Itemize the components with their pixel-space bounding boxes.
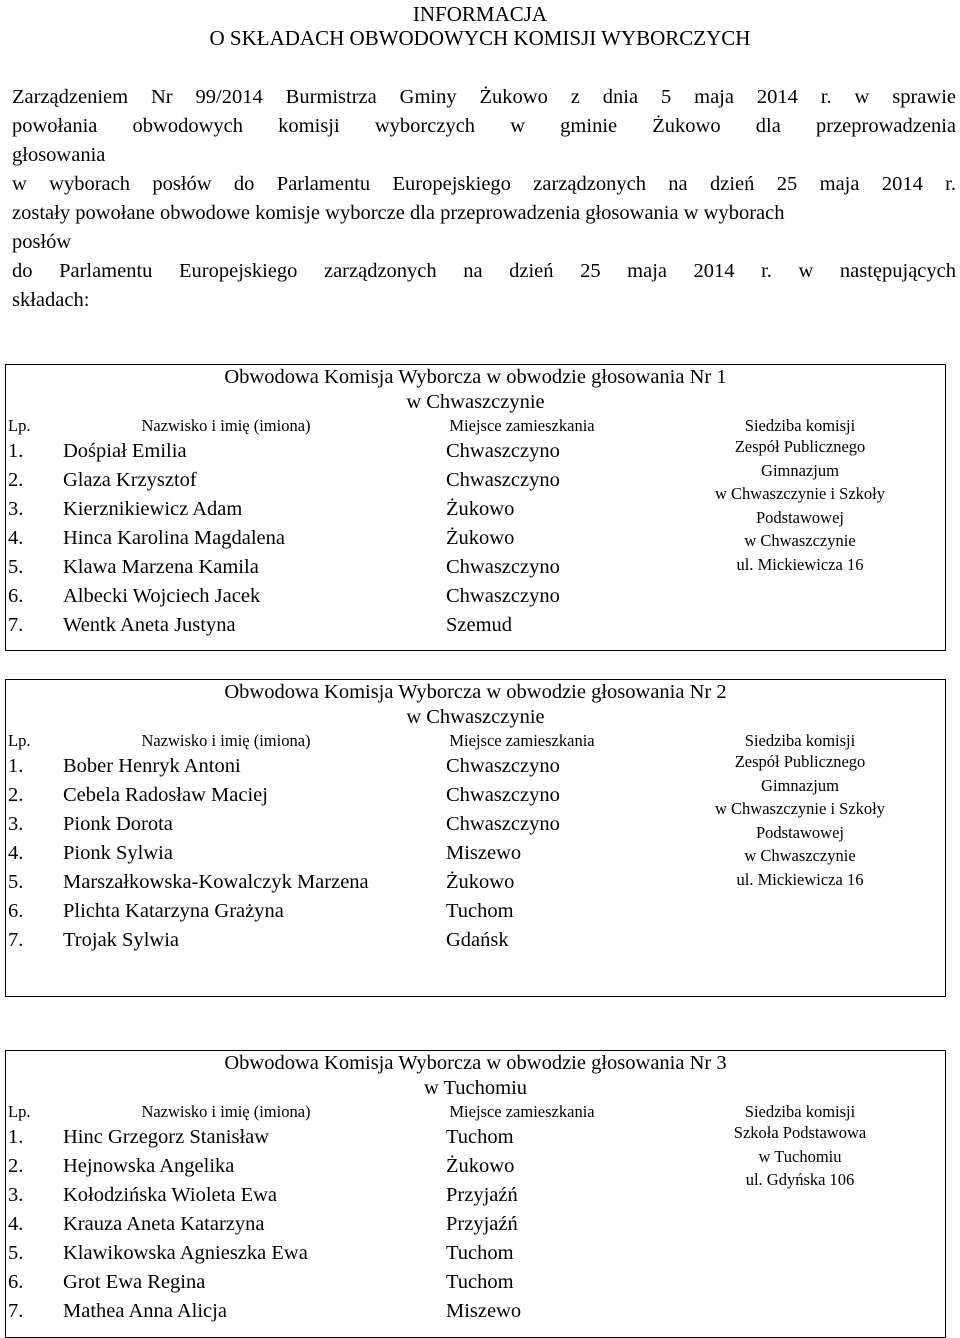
table-row	[6, 897, 945, 926]
seat-line: ul. Gdyńska 106	[745, 1170, 855, 1189]
member-name: Mathea Anna Alicja	[63, 1300, 227, 1322]
member-lp: 4.	[8, 1213, 24, 1235]
table-row	[6, 611, 945, 640]
member-lp: 3.	[8, 498, 24, 520]
member-place: Chwaszczyno	[446, 784, 560, 806]
member-name: Trojak Sylwia	[63, 929, 179, 951]
col-lp: Lp.	[8, 1102, 31, 1121]
member-name: Wentk Aneta Justyna	[63, 614, 236, 636]
member-name: Klawikowska Agnieszka Ewa	[63, 1242, 308, 1264]
member-name: Klawa Marzena Kamila	[63, 556, 259, 578]
committee-subtitle: w Chwaszczynie	[406, 391, 545, 413]
column-headers	[6, 415, 945, 437]
committee-heading	[6, 680, 945, 730]
seat-line: Podstawowej	[756, 822, 844, 842]
member-name: Cebela Radosław Maciej	[63, 784, 268, 806]
table-row	[6, 582, 945, 611]
committee-1-table	[5, 364, 946, 651]
table-row	[6, 1210, 945, 1239]
member-name: Krauza Aneta Katarzyna	[63, 1213, 265, 1235]
member-lp: 3.	[8, 1184, 24, 1206]
col-seat: Siedziba komisji	[744, 1102, 856, 1121]
member-lp: 7.	[8, 614, 24, 636]
seat-line: w Tuchomiu	[758, 1146, 842, 1166]
committee-seat	[655, 1121, 945, 1192]
seat-line: w Chwaszczynie i Szkoły	[714, 484, 885, 503]
intro-line: głosowania	[12, 144, 106, 166]
member-place: Gdańsk	[446, 929, 509, 951]
col-name: Nazwisko i imię (imiona)	[141, 731, 311, 750]
member-name: Glaza Krzysztof	[63, 469, 197, 491]
member-lp: 7.	[8, 1300, 24, 1322]
member-name: Hinc Grzegorz Stanisław	[63, 1126, 270, 1148]
committee-2-table	[5, 679, 946, 997]
member-place: Chwaszczyno	[446, 755, 560, 777]
col-place: Miejsce zamieszkania	[449, 731, 595, 750]
member-place: Miszewo	[446, 1300, 522, 1322]
seat-line: w Chwaszczynie	[744, 846, 856, 865]
member-lp: 6.	[8, 1271, 24, 1293]
member-name: Grot Ewa Regina	[63, 1271, 206, 1293]
seat-line: w Chwaszczynie i Szkoły	[714, 799, 885, 818]
member-lp: 6.	[8, 900, 24, 922]
member-place: Żukowo	[446, 527, 515, 549]
member-rows	[6, 752, 945, 955]
col-place: Miejsce zamieszkania	[449, 1102, 595, 1121]
committee-heading	[6, 365, 945, 415]
member-lp: 2.	[8, 1155, 24, 1177]
member-name: Hinca Karolina Magdalena	[63, 527, 285, 549]
committee-title: Obwodowa Komisja Wyborcza w obwodzie głosowania Nr 3	[224, 1052, 727, 1074]
intro-line: w wyborach posłów do Parlamentu Europejskiego zarządzonych na dzień 25 maja 2014 r.	[12, 173, 956, 195]
committee-title: Obwodowa Komisja Wyborcza w obwodzie głosowania Nr 1	[224, 366, 727, 388]
member-lp: 5.	[8, 556, 24, 578]
member-lp: 5.	[8, 871, 24, 893]
committee-seat	[655, 750, 945, 891]
table-row	[6, 926, 945, 955]
col-lp: Lp.	[8, 731, 31, 750]
col-seat: Siedziba komisji	[744, 416, 856, 435]
member-lp: 1.	[8, 1126, 24, 1148]
member-name: Kierznikiewicz Adam	[63, 498, 243, 520]
member-name: Dośpiał Emilia	[63, 440, 187, 462]
member-lp: 2.	[8, 784, 24, 806]
col-name: Nazwisko i imię (imiona)	[141, 1102, 311, 1121]
member-place: Chwaszczyno	[446, 585, 560, 607]
member-name: Kołodzińska Wioleta Ewa	[63, 1184, 277, 1206]
member-lp: 1.	[8, 440, 24, 462]
seat-line: Podstawowej	[756, 507, 844, 527]
member-name: Albecki Wojciech Jacek	[63, 585, 261, 607]
member-rows	[6, 1123, 945, 1326]
member-place: Żukowo	[446, 871, 515, 893]
member-name: Marszałkowska-Kowalczyk Marzena	[63, 871, 369, 893]
member-lp: 7.	[8, 929, 24, 951]
column-headers	[6, 1101, 945, 1123]
table-row	[6, 1268, 945, 1297]
table-row	[6, 1239, 945, 1268]
seat-line: Gimnazjum	[761, 460, 839, 480]
member-place: Tuchom	[446, 1126, 514, 1148]
member-lp: 2.	[8, 469, 24, 491]
seat-line: Szkoła Podstawowa	[733, 1123, 867, 1142]
member-place: Przyjaźń	[446, 1184, 518, 1206]
member-name: Pionk Dorota	[63, 813, 173, 835]
member-place: Chwaszczyno	[446, 813, 560, 835]
member-lp: 3.	[8, 813, 24, 835]
member-place: Tuchom	[446, 1242, 514, 1264]
committee-title: Obwodowa Komisja Wyborcza w obwodzie głosowania Nr 2	[224, 681, 727, 703]
col-name: Nazwisko i imię (imiona)	[141, 416, 311, 435]
title-line-1: INFORMACJA	[412, 2, 548, 26]
col-seat: Siedziba komisji	[744, 731, 856, 750]
member-rows	[6, 437, 945, 640]
member-place: Miszewo	[446, 842, 522, 864]
member-place: Żukowo	[446, 1155, 515, 1177]
member-lp: 6.	[8, 585, 24, 607]
document-title	[0, 2, 960, 50]
col-place: Miejsce zamieszkania	[449, 416, 595, 435]
member-place: Chwaszczyno	[446, 469, 560, 491]
member-place: Szemud	[446, 614, 513, 636]
column-headers	[6, 730, 945, 752]
committee-3-table	[5, 1050, 946, 1338]
intro-paragraph	[12, 83, 956, 315]
intro-line: powołania obwodowych komisji wyborczych w gminie Żukowo dla przeprowadzenia	[12, 115, 956, 137]
member-place: Chwaszczyno	[446, 556, 560, 578]
member-lp: 1.	[8, 755, 24, 777]
member-place: Żukowo	[446, 498, 515, 520]
committee-seat	[655, 435, 945, 576]
member-place: Chwaszczyno	[446, 440, 560, 462]
member-place: Tuchom	[446, 1271, 514, 1293]
intro-line: do Parlamentu Europejskiego zarządzonych na dzień 25 maja 2014 r. w następujących	[12, 260, 956, 282]
table-row	[6, 1297, 945, 1326]
seat-line: ul. Mickiewicza 16	[736, 554, 864, 574]
member-name: Hejnowska Angelika	[63, 1155, 235, 1177]
intro-line: posłów	[12, 231, 72, 253]
member-name: Bober Henryk Antoni	[63, 755, 241, 777]
col-lp: Lp.	[8, 416, 31, 435]
member-name: Pionk Sylwia	[63, 842, 173, 864]
member-place: Tuchom	[446, 900, 514, 922]
intro-line: zostały powołane obwodowe komisje wyborcze dla przeprowadzenia głosowania w wyborach	[12, 202, 785, 224]
seat-line: w Chwaszczynie	[744, 531, 856, 550]
seat-line: Zespół Publicznego	[734, 437, 866, 456]
member-name: Plichta Katarzyna Grażyna	[63, 900, 284, 922]
committee-subtitle: w Chwaszczynie	[406, 706, 545, 728]
committee-heading	[6, 1051, 945, 1101]
member-lp: 4.	[8, 842, 24, 864]
member-place: Przyjaźń	[446, 1213, 518, 1235]
seat-line: ul. Mickiewicza 16	[736, 869, 864, 889]
title-line-2: O SKŁADACH OBWODOWYCH KOMISJI WYBORCZYCH	[209, 26, 751, 50]
intro-line: Zarządzeniem Nr 99/2014 Burmistrza Gminy Żukowo z dnia 5 maja 2014 r. w sprawie	[12, 86, 956, 108]
intro-line: składach:	[12, 289, 90, 311]
committee-subtitle: w Tuchomiu	[423, 1077, 528, 1099]
member-lp: 5.	[8, 1242, 24, 1264]
seat-line: Zespół Publicznego	[734, 752, 866, 771]
seat-line: Gimnazjum	[761, 775, 839, 795]
member-lp: 4.	[8, 527, 24, 549]
